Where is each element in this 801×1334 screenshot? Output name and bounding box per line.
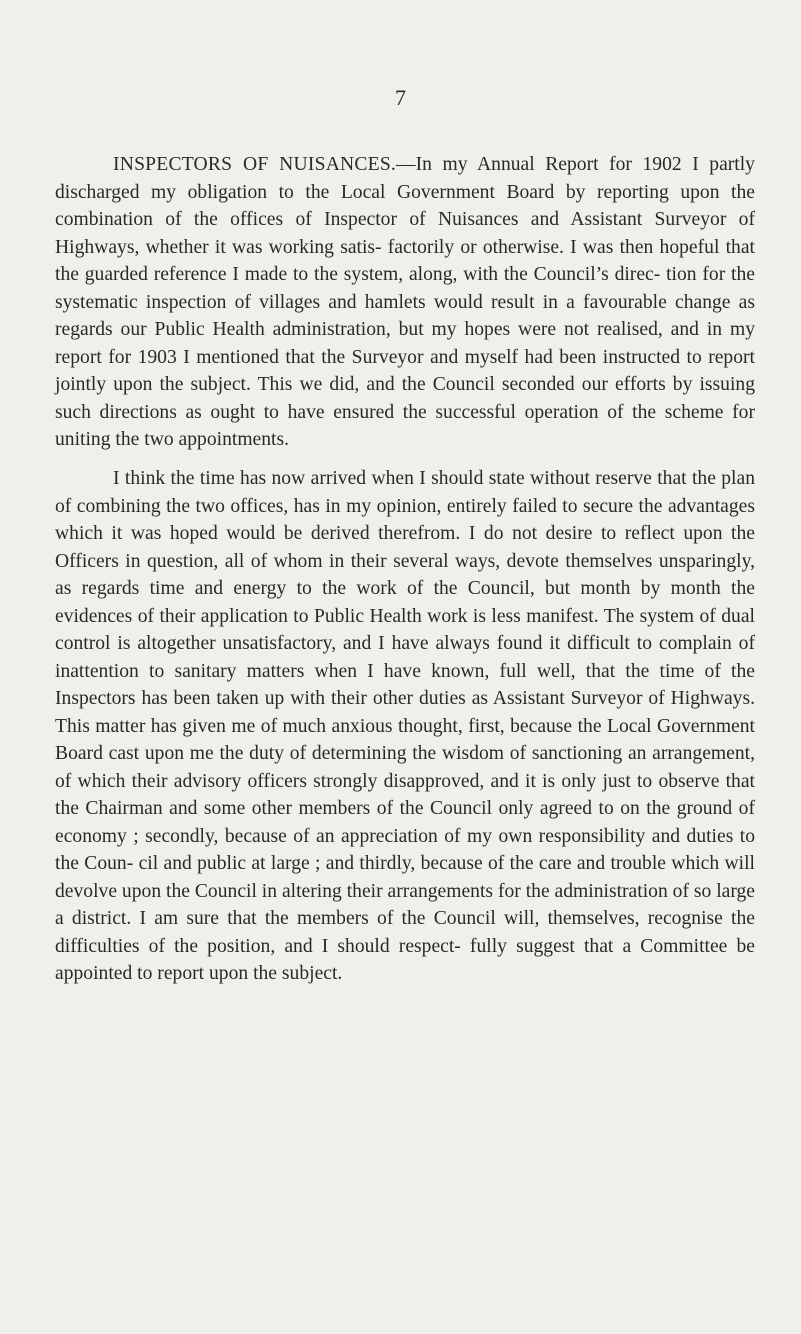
paragraph-1-body: —In my Annual Report for 1902 I partly discharged my obligation to the Local Government Board by reporting upon the combination of the offices of Inspector of Nuisances and Assistant Surveyor of Highways, whether it was working satis- factorily or otherwise. I was then hopeful that the guarded reference I made to the system, along, with the Council’s direc- tion for the systematic inspection of villages and hamlets would result in a favourable change as regards our Public Health administration, but my hopes were not realised, and in my report for 1903 I mentioned that the Surveyor and myself had been instructed to report jointly upon the subject. This we did, and the Council seconded our efforts by issuing such directions as ought to have ensured the successful operation of the scheme for uniting the two appointments. <box>55 154 755 450</box>
paragraph-2: I think the time has now arrived when I should state without reserve that the plan of combining the two offices, has in my opinion, entirely failed to secure the advantages which it was hoped would be derived therefrom. I do not desire to reflect upon the Officers in question, all of whom in their several ways, devote themselves unsparingly, as regards time and energy to the work of the Council, but month by month the evidences of their application to Public Health work is less manifest. The system of dual control is altogether unsatisfactory, and I have always found it difficult to complain of inattention to sanitary matters when I have known, full well, that the time of the Inspectors has been taken up with their other duties as Assistant Surveyor of Highways. This matter has given me of much anxious thought, first, because the Local Government Board cast upon me the duty of determining the wisdom of sanctioning an arrangement, of which their advisory officers strongly disapproved, and it is only just to observe that the Chairman and some other members of the Council only agreed to on the ground of economy ; secondly, because of an appreciation of my own responsibility and duties to the Coun- cil and public at large ; and thirdly, because of the care and trouble which will devolve upon the Council in altering their arrangements for the administration of so large a district. I am sure that the members of the Council will, themselves, recognise the difficulties of the position, and I should respect- fully suggest that a Committee be appointed to report upon the subject. <box>55 468 755 984</box>
paragraph-inspectors-of-nuisances <box>55 151 755 454</box>
paragraph-1 <box>55 151 755 454</box>
paragraph-dual-control <box>55 465 755 988</box>
page-number: 7 <box>395 85 406 110</box>
section-heading: INSPECTORS OF NUISANCES. <box>113 154 397 175</box>
